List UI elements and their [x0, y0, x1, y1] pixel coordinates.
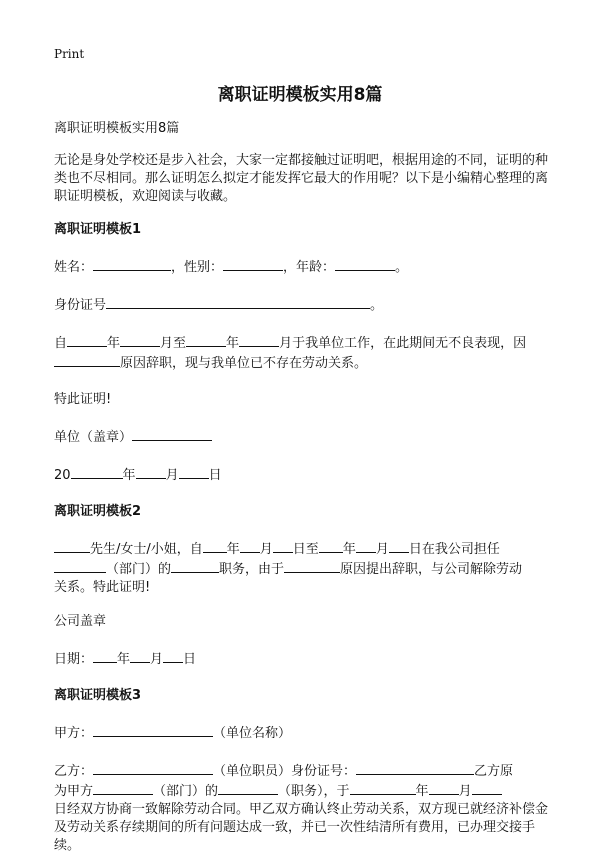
party-a-blank	[93, 723, 213, 737]
date-month-blank	[130, 649, 150, 663]
position-blank	[171, 559, 219, 573]
template-1-certify: 特此证明!	[54, 392, 112, 407]
template-1-employment-paragraph: 自 年 月至 年 月于我单位工作，在此期间无不良表现，因 原因辞职，现与我单位已不存在劳动关系。	[54, 333, 550, 373]
page-title: 离职证明模板实用8篇	[217, 85, 383, 105]
template-2-company-seal: 公司盖章	[54, 614, 107, 629]
day-blank	[472, 781, 502, 795]
department-blank	[54, 559, 106, 573]
template-3-heading: 离职证明模板3	[54, 688, 142, 703]
end-day-blank	[389, 539, 409, 553]
template-1-heading: 离职证明模板1	[54, 222, 142, 237]
print-link[interactable]: Print	[54, 47, 85, 61]
template-1-unit-row: 单位（盖章）	[54, 427, 550, 447]
end-month-blank	[239, 333, 279, 347]
name-blank	[93, 257, 171, 271]
id-end: 。	[370, 298, 384, 313]
party-b-id-blank	[356, 761, 474, 775]
end-period: 。	[395, 260, 409, 275]
person-name-blank	[54, 539, 90, 553]
unit-seal-blank	[132, 427, 212, 441]
template-3-party-b-paragraph: 乙方： （单位职员）身份证号： 乙方原 为甲方 （部门）的 （职务），于 年 月 日经双方协商一致解除劳动合同。甲乙双方确认终止劳动关系，双方现已就经济补偿金及劳动关系存续期间的所有问题达成一致，并已一次性结清所有费用，已办理交接手续。	[54, 761, 550, 855]
template-1-name-row	[54, 257, 550, 277]
start-year-blank	[67, 333, 107, 347]
month-blank	[429, 781, 459, 795]
age-label: ，年龄：	[283, 260, 336, 275]
start-day-blank	[273, 539, 293, 553]
name-label: 姓名：	[54, 260, 94, 275]
reason-blank	[284, 559, 340, 573]
start-month-blank	[240, 539, 260, 553]
start-month-blank	[120, 333, 160, 347]
id-number-blank	[106, 295, 370, 309]
end-year-blank	[186, 333, 226, 347]
end-month-blank	[356, 539, 376, 553]
intro-paragraph: 无论是身处学校还是步入社会，大家一定都接触过证明吧，根据用途的不同，证明的种类也不尽相同。那么证明怎么拟定才能发挥它最大的作用呢？以下是小编精心整理的离职证明模板，欢迎阅读与收藏。	[54, 153, 549, 204]
start-year-blank	[203, 539, 227, 553]
template-2-heading: 离职证明模板2	[54, 504, 142, 519]
end-year-blank	[319, 539, 343, 553]
date-month-blank	[136, 465, 166, 479]
gender-blank	[223, 257, 283, 271]
document-subtitle: 离职证明模板实用8篇	[54, 121, 180, 136]
date-year-blank	[71, 465, 123, 479]
date-year-blank	[93, 649, 117, 663]
date-day-blank	[179, 465, 209, 479]
template-2-date-row: 日期： 年 月 日	[54, 649, 550, 669]
template-1-date-row: 20 年 月 日	[54, 465, 550, 485]
party-b-blank	[93, 761, 213, 775]
reason-blank	[54, 353, 120, 367]
template-1-id-row	[54, 295, 550, 315]
position-blank	[218, 781, 278, 795]
department-blank	[93, 781, 153, 795]
year-blank	[350, 781, 416, 795]
age-blank	[335, 257, 395, 271]
template-3-party-a-row: 甲方： （单位名称）	[54, 723, 550, 743]
template-2-paragraph: 先生/女士/小姐，自 年 月 日至 年 月 日在我公司担任 （部门）的 职务，由于 原因提出辞职，与公司解除劳动 关系。特此证明!	[54, 539, 550, 597]
document-body	[54, 120, 550, 855]
date-day-blank	[163, 649, 183, 663]
gender-label: ，性别：	[171, 260, 224, 275]
id-label: 身份证号	[54, 298, 107, 313]
